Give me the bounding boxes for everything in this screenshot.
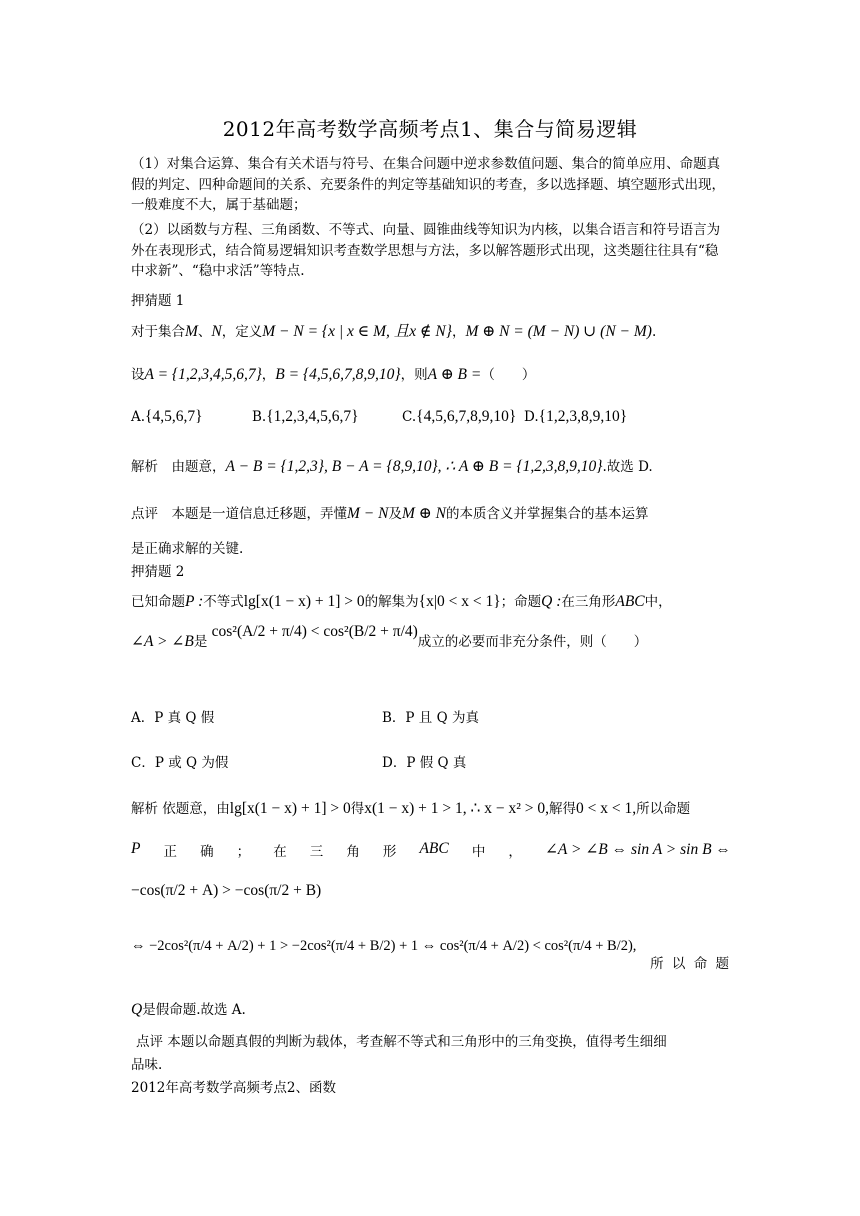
intro-paragraph-2: （2）以函数与方程、三角函数、不等式、向量、圆锥曲线等知识为内核，以集合语言和符号语言为外在表现形式，结合简易逻辑知识考查数学思想与方法，多以解答题形式出现，这类题往往具有“稳中求新”、“稳中求活”等特点. (131, 222, 721, 279)
q2-option-a: A．P 真 Q 假 (131, 710, 215, 726)
q2-math-q: Q : (541, 593, 562, 610)
q2-sol-text: 所以命题 (636, 801, 691, 817)
q2-sol-word: ； (236, 844, 251, 860)
q2-math-abc: ABC (615, 593, 645, 610)
q1-text: ，则 (400, 367, 428, 383)
q1-def-symdiff: M ⊕ N = (M − N) ∪ (N − M) (465, 323, 652, 340)
q2-option-d: D．P 假 Q 真 (382, 755, 467, 771)
q2-sol-word: 三 (309, 844, 324, 860)
q2-sol-math: Q (131, 1001, 143, 1018)
q2-statement-line2 (131, 623, 648, 651)
q2-sol-word: P (131, 840, 141, 857)
q1-solution (131, 455, 653, 476)
option-label: D. (524, 409, 539, 425)
q2-math-angle: ∠A > ∠B (131, 633, 194, 650)
q1-sol-math: A − B = {1,2,3}, B − A = {8,9,10}, ∴ A ⊕ B = {1,2,3,8,9,10} (225, 458, 603, 475)
q2-sol-text: 得 (350, 801, 365, 817)
q2-solution-line1 (131, 797, 690, 818)
q1-text: ， (261, 367, 276, 383)
q1-math-m: M (185, 323, 198, 340)
q2-sol-math: −cos(π/2 + A) > −cos(π/2 + B) (131, 882, 322, 899)
q1-sets-line (131, 363, 535, 384)
option-label: B. (252, 409, 267, 425)
q1-def-difference: M − N = {x | x ∈ M, 且x ∉ N} (262, 323, 452, 340)
q2-math-ineq: lg[x(1 − x) + 1] > 0 (243, 593, 365, 610)
q1-text: 设 (131, 367, 145, 383)
q2-sol-math: lg[x(1 − x) + 1] > 0 (229, 800, 351, 817)
q1-text: ，定义 (221, 324, 263, 340)
q1-text: （ ） (481, 367, 536, 383)
q2-solution-line4 (131, 938, 731, 972)
q2-solution-line2 (131, 840, 731, 860)
q2-statement-line1 (131, 590, 672, 611)
option-value: {1,2,3,4,5,6,7} (266, 408, 359, 425)
q2-option-b: B．P 且 Q 为真 (382, 710, 479, 726)
q2-text: 的解集为 (364, 594, 419, 610)
q1-comment (131, 502, 648, 523)
q2-sol-math: 0 < x < 1, (576, 800, 637, 817)
q2-math-set: {x|0 < x < 1} (418, 593, 501, 610)
q2-text: 中， (644, 594, 672, 610)
q2-text: 已知命题 (131, 594, 185, 610)
q1-heading: 押猜题 1 (131, 293, 185, 309)
q1-option-a (131, 408, 203, 426)
q2-sol-math: ⇔ −2cos²(π/4 + A/2) + 1 > −2cos²(π/4 + B/2) + 1 ⇔ cos²(π/4 + A/2) < cos²(π/4 + B/2), (131, 938, 637, 954)
next-section-title: 2012年高考数学高频考点2、函数 (131, 1080, 336, 1096)
q1-option-d (524, 408, 627, 426)
q2-sol-word: 中 (471, 844, 486, 860)
q2-sol-text: 解析 依题意，由 (131, 801, 230, 817)
q1-text: . (651, 324, 657, 340)
q2-sol-text: 解得 (549, 801, 577, 817)
q1-expr: A ⊕ B = (427, 366, 482, 383)
q2-sol-word: ABC (419, 840, 449, 857)
option-label: C. (402, 409, 417, 425)
q2-solution-line3 (131, 882, 321, 900)
q2-option-c: C．P 或 Q 为假 (131, 755, 229, 771)
q2-text: 在三角形 (561, 594, 616, 610)
option-value: {1,2,3,8,9,10} (538, 408, 628, 425)
q1-comment-text: 及 (388, 506, 402, 522)
q2-comment-cont: 品味. (131, 1057, 163, 1073)
q1-sol-end: .故选 D. (602, 459, 653, 475)
q2-text: ；命题 (500, 594, 542, 610)
page-title: 2012年高考数学高频考点1、集合与简易逻辑 (222, 117, 638, 141)
q1-definition-line (131, 319, 656, 341)
q2-solution-line5 (131, 998, 246, 1019)
q1-comment-cont: 是正确求解的关键. (131, 541, 244, 557)
q2-heading: 押猜题 2 (131, 564, 185, 580)
option-value: {4,5,6,7,8,9,10} (416, 408, 517, 425)
q2-sol-text: 是假命题.故选 A. (142, 1002, 246, 1018)
intro-paragraph-1: （1）对集合运算、集合有关术语与符号、在集合问题中逆求参数值问题、集合的简单应用、命题真假的判定、四种命题间的关系、充要条件的判定等基础知识的考查，多以选择题、填空题形式出现，一般难度不大，属于基础题； (131, 156, 725, 213)
q1-option-c (402, 408, 516, 426)
option-label: A. (131, 409, 146, 425)
q2-text: 不等式 (203, 594, 244, 610)
q2-math-cos-ineq: cos²(A/2 + π/4) < cos²(B/2 + π/4) (211, 623, 418, 640)
q2-sol-spread (131, 840, 731, 860)
q2-sol-text: 所 以 命 题 (650, 956, 731, 972)
q1-comment-text: 点评 本题是一道信息迁移题，弄懂 (131, 506, 347, 522)
q2-sol-word: 角 (346, 844, 360, 860)
q1-text: ， (451, 324, 466, 340)
q2-sol-word: 形 (382, 844, 397, 860)
option-value: {4,5,6,7} (145, 408, 203, 425)
q1-text: 、 (197, 324, 212, 340)
q1-math-n: N (211, 323, 222, 340)
q2-sol-math: x(1 − x) + 1 > 1, ∴ x − x² > 0, (364, 800, 550, 817)
q2-math-p: P : (185, 593, 204, 610)
q1-sol-label: 解析 由题意， (131, 459, 226, 475)
q2-sol-word: ∠A > ∠B ⇔ sin A > sin B ⇔ (544, 841, 731, 858)
q1-set-b: B = {4,5,6,7,8,9,10} (275, 366, 401, 383)
q2-comment: 点评 本题以命题真假的判断为载体，考查解不等式和三角形中的三角变换，值得考生细细 (136, 1034, 667, 1050)
q2-sol-word: ， (508, 844, 522, 860)
q1-comment-math: M ⊕ N (401, 505, 446, 522)
q1-comment-text: 的本质含义并掌握集合的基本运算 (445, 506, 649, 522)
q2-sol-word: 正 (163, 844, 178, 860)
q1-option-b (252, 408, 359, 426)
q2-sol-word: 确 (200, 844, 214, 860)
q2-sol-word: 在 (273, 844, 287, 860)
q2-text: 是 (193, 634, 208, 650)
q1-set-a: A = {1,2,3,4,5,6,7} (144, 366, 262, 383)
q1-comment-math: M − N (347, 505, 389, 522)
q1-text: 对于集合 (131, 324, 185, 340)
q2-text: 成立的必要而非充分条件，则（ ） (417, 634, 648, 650)
